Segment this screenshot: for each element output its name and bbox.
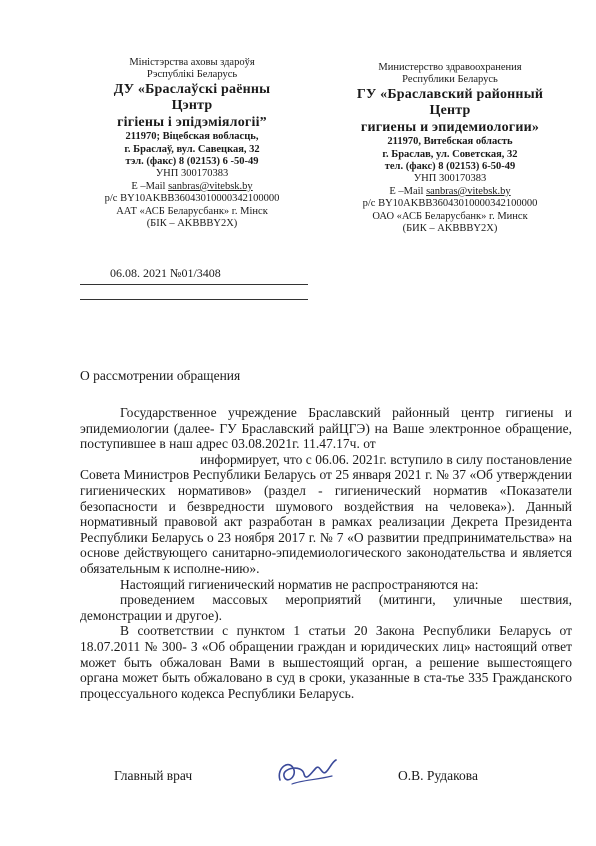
paragraph-2: Настоящий гигиенический норматив не распространяются на: — [120, 576, 479, 592]
address-by-1: 211970; Віцебская вобласць, — [125, 131, 259, 143]
signatory-name: О.В. Рудакова — [398, 768, 478, 783]
blank-line — [80, 299, 308, 300]
paragraph-4: В соответствии с пунктом 1 статьи 20 Закона Республики Беларусь от 18.07.2011 № 300- З «Об обращении граждан и юридических лиц» настоящий ответ может быть обжалован Вами в вышестоящий орган, а решение вышестоящего органа может быть обжаловано в суд в сроки, указанные в ста-тье 335 Гражданского процессуального кодекса Республики Беларусь. — [80, 623, 572, 701]
document-reference: 06.08. 2021 №01/3408 — [110, 266, 221, 280]
email-line-by — [92, 181, 292, 193]
republic-line-by: Рэспублікі Беларусь — [146, 69, 238, 81]
phone-ru: тел. (факс) 8 (02153) 6-50-49 — [384, 161, 516, 173]
paragraph-3: проведением массовых мероприятий (митинги, уличные шествия, демонстрации и другое). — [80, 592, 572, 623]
email-label-by: E –Mail — [131, 180, 169, 192]
email-line-ru — [350, 186, 550, 198]
letter-body — [80, 405, 572, 701]
bic-by: (БІК – AKBBBY2X) — [146, 217, 238, 229]
phone-by: тэл. (факс) 8 (02153) 6 -50-49 — [125, 156, 259, 168]
org-name-by-2: Цэнтр — [171, 98, 213, 114]
email-link-ru[interactable]: sanbras@vitebsk.by — [426, 185, 511, 197]
bank-by: ААТ «АСБ Беларусбанк» г. Мінск — [116, 205, 268, 217]
org-name-by-1: ДУ «Браслаўскі раённы — [113, 81, 271, 97]
subject-line: О рассмотрении обращения — [80, 368, 241, 383]
unp-ru: УНП 300170383 — [413, 173, 487, 185]
paragraph-1b: информирует, что с 06.06. 2021г. вступило в силу постановление Совета Министров Республики Беларусь от 25 января 2021 г. № 37 «Об утверждении гигиенических нормативов» (раздел - гигиенический норматив «Показатели безопасности и безвредности шумового воздействия на человека»). Данный нормативный правовой акт разработан в рамках реализации Декрета Президента Республики Беларусь о 23 ноября 2017 г. № 7 «О развитии предпринимательства» на основе действующего санитарно-эпидемиологического законодательства и является обязательным к исполне-нию». — [80, 451, 572, 576]
reference-underline — [80, 284, 308, 285]
account-ru: р/с BY10AKBB36043010000342100000 — [362, 198, 538, 210]
address-ru-2: г. Браслав, ул. Советская, 32 — [382, 148, 518, 160]
email-label-ru: E –Mail — [389, 185, 427, 197]
address-by-2: г. Браслаў, вул. Савецкая, 32 — [124, 143, 260, 155]
paragraph-1a: Государственное учреждение Браславский районный центр гигиены и эпидемиологии (далее- ГУ Браславский райЦГЭ) на Ваше электронное обращение, поступившее в наш адрес 03.08.2021г. 11.47.17ч. от — [80, 405, 572, 452]
address-ru-1: 211970, Витебская область — [387, 136, 513, 148]
org-name-ru-3: гигиены и эпидемиологии» — [360, 119, 540, 135]
bic-ru: (БИК – AKBBBY2X) — [402, 222, 498, 234]
org-name-ru-2: Центр — [429, 103, 471, 119]
letterhead-russian — [350, 62, 550, 235]
account-by: р/с BY10AKBB36043010000342100000 — [104, 193, 280, 205]
unp-by: УНП 300170383 — [155, 168, 229, 180]
handwritten-signature — [272, 750, 342, 792]
ministry-line-ru: Министерство здравоохранения — [378, 62, 522, 73]
letterhead-belarusian — [92, 57, 292, 230]
signatory-title: Главный врач — [114, 768, 193, 783]
email-link-by[interactable]: sanbras@vitebsk.by — [168, 180, 253, 192]
republic-line-ru: Республики Беларусь — [402, 74, 498, 86]
bank-ru: ОАО «АСБ Беларусбанк» г. Минск — [372, 210, 528, 222]
org-name-by-3: гігіены і эпідэміялогіі” — [117, 114, 267, 130]
ministry-line-by: Міністэрства аховы здароўя — [129, 57, 255, 68]
org-name-ru-1: ГУ «Браславский районный — [356, 86, 544, 102]
